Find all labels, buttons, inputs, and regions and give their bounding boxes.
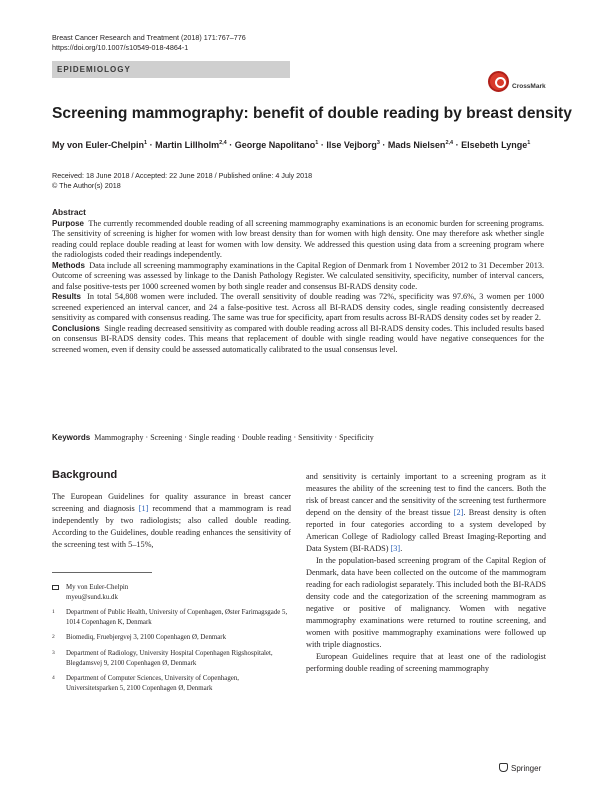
affiliation-item	[52, 649, 292, 668]
results-text: In total 54,808 women were included. The overall sensitivity of double reading was 72%, specificity was 97.6%, 3 women per 1000 screened experienced an interval cancer, and 24 a false-positive test. Across all BI-RADS density codes, single reading consistently decreased sensitivity as compared with consensus reading. The same was true for specificity, apart from results across BI-RADS density codes set by reader 2.	[52, 292, 544, 322]
affiliation-text: Biomediq, Fruebjergvej 3, 2100 Copenhagen Ø, Denmark	[66, 634, 227, 642]
keywords-text: Mammography · Screening · Single reading · Double reading · Sensitivity · Specificity	[94, 433, 374, 442]
purpose-text: The currently recommended double reading of all screening mammography examinations is an economic burden for screening programs. The sensitivity of screening is higher for women with low breast density than for women with high density. One may therefore ask whether single reading could replace double reading at least for women with low density. We addressed this question using data from a screening program where the radiologists coded their readings independently.	[52, 218, 544, 259]
affiliation-text: Department of Radiology, University Hospital Copenhagen Rigshospitalet, Blegdamsvej 9, 2100 Copenhagen Ø, Denmark	[66, 649, 273, 667]
keywords-label: Keywords	[52, 433, 91, 442]
citation-link[interactable]: [1]	[138, 504, 149, 513]
author-name[interactable]: Elsebeth Lynge	[461, 140, 528, 150]
body-paragraph: and sensitivity is certainly important to a screening program as it measures the ability of the screening test to find the cancers. Both the risk of breast cancer and the sensitivity of the screening test furthermore depend on the density of the breast tissue [2]. Breast density is often reported in four categories according to a system developed by American College of Radiology called Breast Imaging-Reporting and Data System (BI-RADS) [3].	[306, 472, 546, 553]
contact-email[interactable]: myeu@sund.ku.dk	[66, 593, 118, 601]
crossmark-label: CrossMark	[512, 83, 546, 90]
affiliation-mark: 4	[52, 675, 55, 682]
crossmark-badge[interactable]	[488, 71, 548, 97]
author-name[interactable]: George Napolitano	[234, 140, 316, 150]
conclusions-label: Conclusions	[52, 323, 101, 333]
doi-link[interactable]: https://doi.org/10.1007/s10549-018-4864-1	[52, 43, 189, 52]
abstract-section	[52, 207, 544, 355]
body-paragraph: In the population-based screening program of the Capital Region of Denmark, data have been collected on the outcome of the mammogram reading for each radiologist separately. This included both the BI-RADS density code and the categorization of the screening mammogram as negative or positive of malignancy. Women with negative mammography examinations were returned to routine screening, and women with positive mammography examinations were followed up with triple diagnostics.	[306, 556, 546, 649]
author-name[interactable]: Martin Lillholm	[155, 140, 220, 150]
author-name[interactable]: Mads Nielsen	[387, 140, 446, 150]
envelope-icon	[52, 585, 59, 590]
publisher-logo	[499, 763, 541, 773]
author-affiliation: 1	[315, 140, 319, 146]
affiliation-mark: 2	[52, 634, 55, 641]
category-banner	[52, 61, 290, 78]
publisher-name: Springer	[511, 764, 542, 773]
abstract-results	[52, 292, 544, 324]
author-affiliation: 1	[144, 140, 148, 146]
affiliation-mark: 3	[52, 649, 55, 656]
left-column	[52, 491, 291, 551]
affiliation-item	[52, 633, 292, 643]
author-affiliation: 2,4	[219, 140, 227, 146]
article-history	[52, 171, 312, 191]
affiliation-text: Department of Public Health, University of Copenhagen, Øster Farimagsgade 5, 1014 Copenhagen K, Denmark	[66, 609, 288, 626]
category-label: EPIDEMIOLOGY	[57, 65, 131, 74]
contact-name: My von Euler-Chelpin	[66, 584, 129, 591]
journal-citation: Breast Cancer Research and Treatment (2018) 171:767–776	[52, 33, 246, 42]
author-name[interactable]: My von Euler-Chelpin	[52, 140, 145, 150]
corresponding-author	[52, 583, 292, 602]
conclusions-text: Single reading decreased sensitivity as compared with double reading across all BI-RADS density codes. This included results based on consensus BI-RADS density codes. This means that replacement of double with single reading would have negative consequences for the screened women, even if density could be assessed automatically calibrated to the usual consensus level.	[52, 323, 544, 354]
footnotes	[52, 583, 292, 699]
author-affiliation: 3	[376, 140, 380, 146]
affiliation-text: Department of Computer Sciences, University of Copenhagen, Universitetsparken 5, 2100 Copenhagen Ø, Denmark	[66, 675, 239, 692]
footnote-divider	[52, 572, 152, 573]
article-title: Screening mammography: benefit of double reading by breast density	[52, 105, 572, 122]
copyright-notice: © The Author(s) 2018	[52, 181, 121, 190]
abstract-purpose	[52, 219, 544, 261]
abstract-methods	[52, 261, 544, 293]
author-affiliation: 1	[527, 140, 531, 146]
journal-header	[52, 33, 246, 53]
abstract-heading: Abstract	[52, 207, 86, 217]
purpose-label: Purpose	[52, 218, 85, 228]
results-label: Results	[52, 292, 81, 301]
abstract-conclusions	[52, 324, 544, 356]
author-name[interactable]: Ilse Vejborg	[326, 140, 377, 150]
author-list: My von Euler-Chelpin$^1$ · Martin Lillholm$^{2,4}$ · George Napolitano$^1$ · Ilse Vejborg$^3$ · Mads Nielsen$^{2,4}$ · Elsebeth Lynge$^1$	[52, 140, 531, 150]
affiliation-mark: 1	[52, 609, 55, 616]
crossmark-icon	[488, 71, 509, 92]
right-column	[306, 471, 546, 675]
affiliation-item	[52, 674, 292, 693]
methods-label: Methods	[52, 260, 85, 270]
citation-link[interactable]: [3]	[390, 544, 401, 553]
citation-link[interactable]: [2]	[453, 508, 464, 517]
author-affiliation: 2,4	[445, 140, 454, 146]
springer-horse-icon	[499, 763, 508, 772]
methods-text: Data include all screening mammography examinations in the Capital Region of Denmark from 1 November 2012 to 31 December 2013. Outcome of screening was assessed by linkage to the Danish Pathology Register. We calculated sensitivity, specificity, number of interval cancers, and false positive-tests per 1000 screened women by both single reader and consensus BI-RADS density code.	[52, 260, 545, 291]
body-paragraph: The European Guidelines for quality assurance in breast cancer screening and diagnosis [1] recommend that a mammogram is read independently by two radiologists; also called double reading. According to the Guidelines, double reading enhances the sensitivity of the screening test with 5–15%,	[52, 492, 291, 549]
publication-dates: Received: 18 June 2018 / Accepted: 22 June 2018 / Published online: 4 July 2018	[52, 171, 313, 180]
keywords-line	[52, 433, 374, 442]
section-heading: Background	[52, 469, 118, 481]
body-paragraph: European Guidelines require that at least one of the radiologist performing double reading of screening mammography	[306, 652, 546, 673]
affiliation-item	[52, 608, 292, 627]
